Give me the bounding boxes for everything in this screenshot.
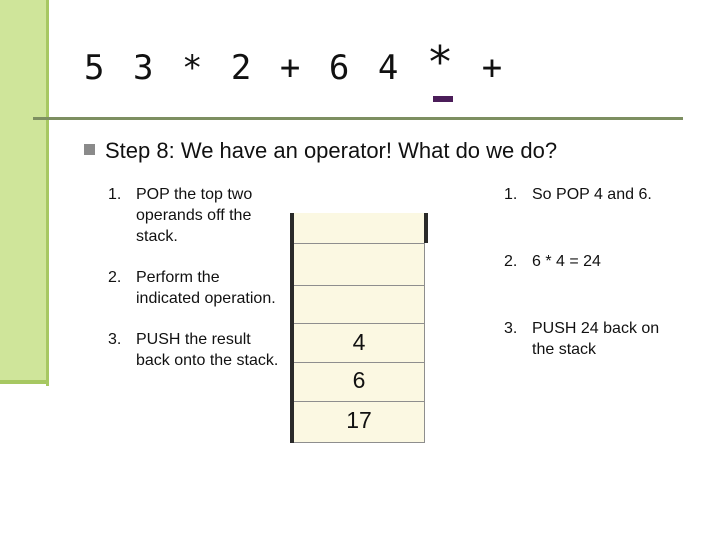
current-token-marker xyxy=(433,96,453,102)
step-number: 2. xyxy=(108,269,122,286)
sidebar-accent-line xyxy=(46,0,49,386)
step-heading xyxy=(84,138,557,164)
stack-value-top: 4 xyxy=(352,329,366,355)
step-number: 1. xyxy=(504,186,518,203)
postfix-expression xyxy=(84,37,507,100)
stack-value: 6 xyxy=(352,367,366,393)
stack-slot-divider xyxy=(294,243,424,244)
step-number: 2. xyxy=(504,253,518,270)
step-text: PUSH 24 back on the stack xyxy=(532,320,660,358)
step-text: PUSH the result back onto the stack. xyxy=(136,331,279,369)
stack-left-wall xyxy=(290,213,294,443)
square-bullet-icon xyxy=(84,144,95,155)
sidebar-accent xyxy=(0,0,46,382)
step-text: POP the top two operands off the stack. xyxy=(136,186,253,245)
stack-slot-divider xyxy=(294,362,424,363)
general-step xyxy=(108,184,283,247)
expression-token: + xyxy=(279,48,305,88)
step-text: So POP 4 and 6. xyxy=(532,186,652,203)
stack-right-wall xyxy=(424,213,428,243)
stack-slot-divider xyxy=(294,323,424,324)
applied-step xyxy=(504,318,674,360)
current-token-text: * xyxy=(426,37,458,88)
step-text: 6 * 4 = 24 xyxy=(532,253,601,270)
general-step xyxy=(108,267,283,309)
operand-stack xyxy=(290,213,428,443)
stack-value-bottom: 17 xyxy=(346,407,372,433)
step-number: 3. xyxy=(108,331,122,348)
applied-step xyxy=(504,184,674,205)
expression-token: 2 xyxy=(230,48,256,88)
expression-token: + xyxy=(481,48,507,88)
current-token xyxy=(426,37,458,88)
stack-slot-divider xyxy=(294,285,424,286)
expression-token: 5 xyxy=(84,48,109,88)
general-steps-list xyxy=(108,184,283,391)
expression-token: 4 xyxy=(377,48,403,88)
expression-token: 6 xyxy=(328,48,354,88)
stack-body xyxy=(294,213,425,443)
applied-steps-list xyxy=(504,184,674,380)
sidebar-accent-base xyxy=(0,380,49,384)
stack-slot-divider xyxy=(294,401,424,402)
applied-step xyxy=(504,251,674,272)
step-number: 3. xyxy=(504,320,518,337)
title-divider xyxy=(33,117,683,120)
expression-token: * xyxy=(181,48,207,88)
expression-token: 3 xyxy=(132,48,158,88)
step-heading-text: Step 8: We have an operator! What do we do? xyxy=(105,138,558,163)
general-step xyxy=(108,329,283,371)
step-text: Perform the indicated operation. xyxy=(136,269,276,307)
step-number: 1. xyxy=(108,186,122,203)
